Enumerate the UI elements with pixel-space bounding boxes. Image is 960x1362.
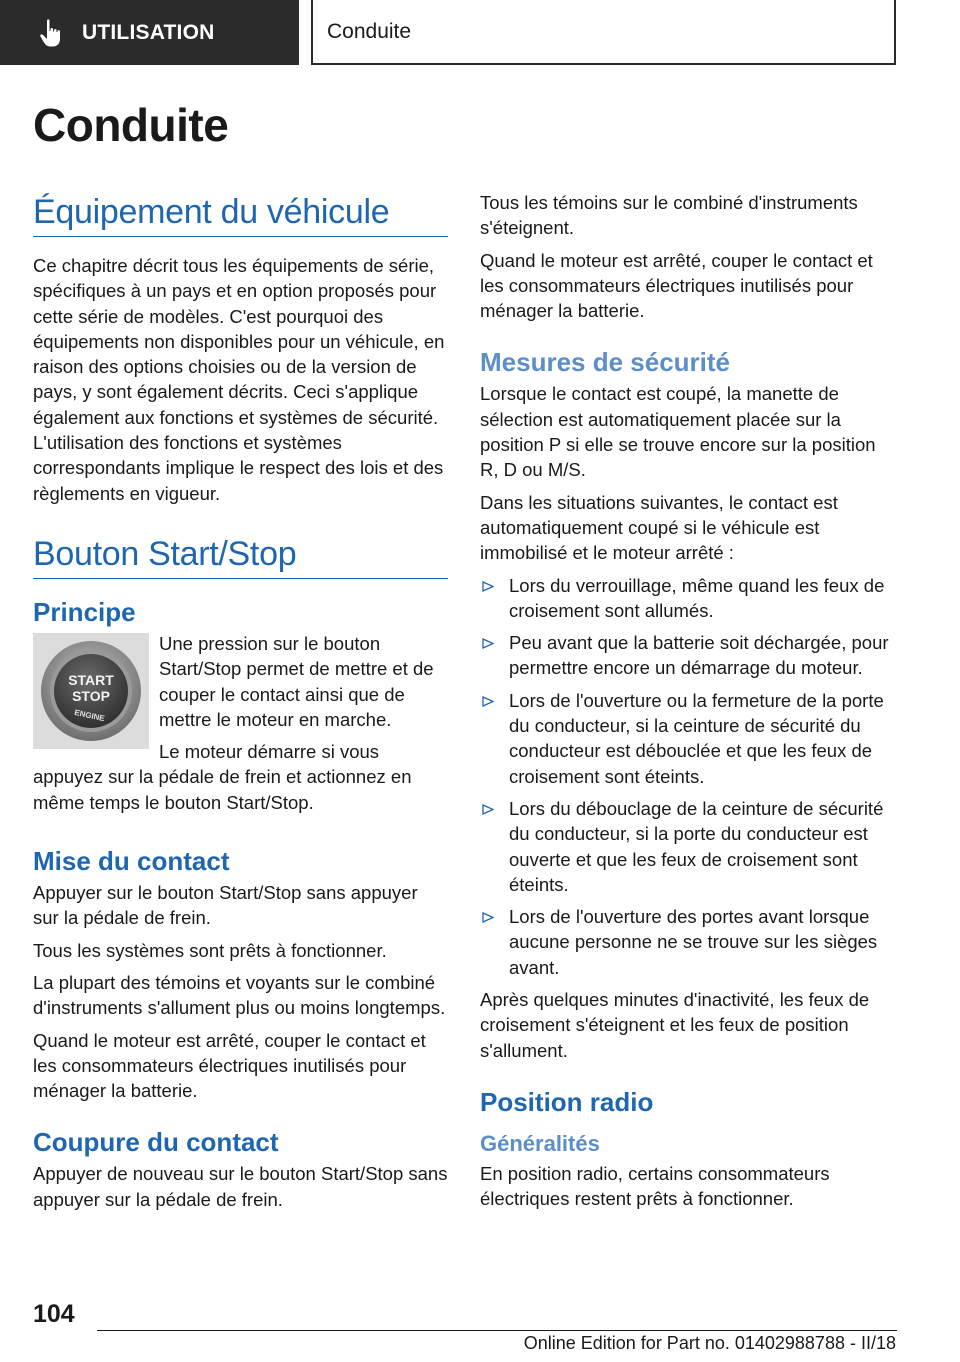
list-item-text: Lors du débouclage de la ceinture de sécurité du conducteur, si la porte du conducteur est ouverte et que les feux de croisement sont éteints. [509,797,884,895]
mesures-text-3: Après quelques minutes d'inactivité, les feux de croisement s'éteignent et les feux de position s'allument. [480,989,870,1061]
principe-block [33,631,448,822]
heading-generalites: Généralités [480,1130,600,1156]
left-column [33,190,448,1219]
page-title: Conduite [33,99,229,151]
heading-position-radio: Position radio [480,1086,654,1117]
mise-text-4: Quand le moteur est arrêté, couper le contact et les consommateurs électriques inutilisés pour ménager la batterie. [33,1029,426,1102]
principe-text-1: Une pression sur le bouton Start/Stop permet de mettre et de couper le contact ainsi que de mettre le moteur en marche. [159,632,434,730]
mise-text-1: Appuyer sur le bouton Start/Stop sans appuyer sur la pédale de frein. [33,882,418,929]
chapter-label: Conduite [327,19,412,43]
right-text-1: Tous les témoins sur le combiné d'instruments s'éteignent. [480,192,858,239]
heading-bouton-start-stop: Bouton Start/Stop [33,532,448,579]
list-item [480,796,898,897]
section-tab [0,0,299,65]
list-item [480,573,898,624]
triangle-bullet-icon [482,581,494,592]
section-label: UTILISATION [82,20,215,44]
list-item [480,630,898,681]
mesures-text-1: Lorsque le contact est coupé, la manette de sélection est automatiquement placée sur la position P si elle se trouve encore sur la position R, D ou M/S. [480,383,876,481]
list-item-text: Peu avant que la batterie soit déchargée, pour permettre encore un démarrage du moteur. [509,632,889,679]
generalites-text-1: En position radio, certains consommateurs électriques restent prêts à fonctionner. [480,1162,830,1210]
mesures-text-2: Dans les situations suivantes, le contact est automatiquement coupé si le véhicule est immobilisé et le moteur arrêté : [480,491,838,564]
right-text-2: Quand le moteur est arrêté, couper le contact et les consommateurs électriques inutilisés pour ménager la batterie. [480,249,873,322]
triangle-bullet-icon [482,638,494,649]
start-stop-button-image [33,633,149,749]
heading-equipement: Équipement du véhicule [33,190,448,237]
triangle-bullet-icon [482,696,494,707]
list-item [480,904,898,980]
heading-mesures-de-securite: Mesures de sécurité [480,347,731,378]
hand-pointer-icon [38,18,64,48]
mise-text-2: Tous les systèmes sont prêts à fonctionner. [33,939,387,961]
heading-coupure-du-contact: Coupure du contact [33,1127,279,1158]
button-label-stop: STOP [72,687,110,704]
page-number: 104 [33,1300,75,1328]
coupure-text-1: Appuyer de nouveau sur le bouton Start/Stop sans appuyer sur la pédale de frein. [33,1163,448,1210]
heading-mise-du-contact: Mise du contact [33,846,230,877]
situations-list [480,573,898,980]
list-item-text: Lors de l'ouverture ou la fermeture de la porte du conducteur, si la ceinture de sécurité du conducteur est débouclée et que les feux de croisement sont éteints. [509,689,884,787]
list-item [480,688,898,789]
edition-note: Online Edition for Part no. 01402988788 - II/18 [523,1333,896,1353]
button-label-start: START [68,671,114,688]
triangle-bullet-icon [482,912,494,923]
mise-text-3: La plupart des témoins et voyants sur le combiné d'instruments s'allument plus ou moins longtemps. [33,971,446,1019]
chapter-tab [311,0,896,65]
list-item-text: Lors de l'ouverture des portes avant lorsque aucune personne ne se trouve sur les sièges avant. [509,906,878,978]
principe-text-2: Le moteur démarre si vous appuyez sur la pédale de frein et actionnez en même temps le bouton Start/Stop. [33,741,412,813]
triangle-bullet-icon [482,804,494,815]
button-label-engine: ENGINE [73,707,106,724]
footer-divider [97,1330,897,1331]
equipement-text: Ce chapitre décrit tous les équipements de série, spécifiques à un pays et en option proposés pour cette série de modèles. C'est pourquoi des équipements non disponibles pour un véhicule, en raison des options choisies ou de la version de pays, y sont également décrits. Ceci s'applique également aux fonctions et systèmes de sécurité. L'utilisation des fonctions et systèmes correspondants implique le respect des lois et des règlements en vigueur. [33,255,445,504]
heading-principe: Principe [33,596,136,627]
right-column [480,190,898,1219]
list-item-text: Lors du verrouillage, même quand les feux de croisement sont allumés. [509,574,885,621]
